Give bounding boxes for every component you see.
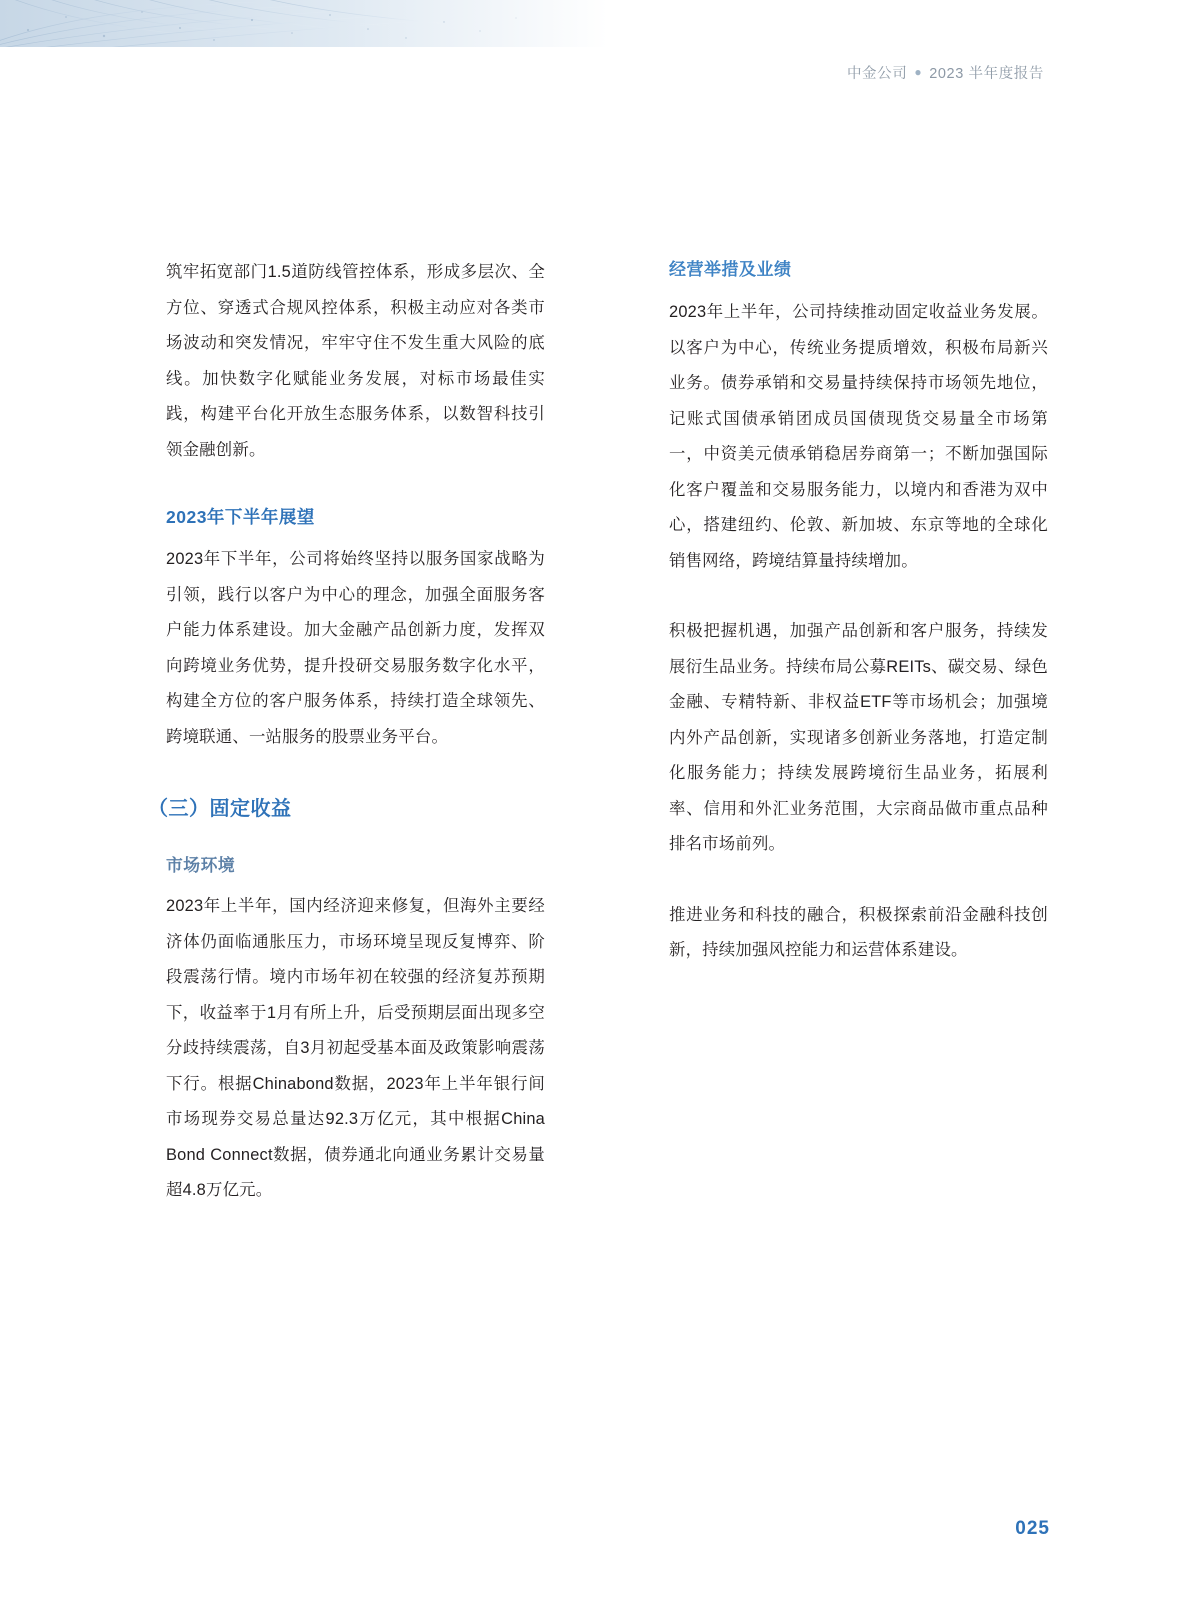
header-separator: ●: [914, 65, 923, 79]
heading-section-fixed-income: （三）固定收益: [148, 798, 292, 820]
paragraph-operations-3: 推进业务和科技的融合，积极探索前沿金融科技创新，持续加强风控能力和运营体系建设。: [669, 905, 1048, 959]
decorative-top-banner: [0, 0, 608, 47]
paragraph-risk-control: 筑牢拓宽部门1.5道防线管控体系，形成多层次、全方位、穿透式合规风控体系，积极主动应对各类市场波动和突发情况，牢牢守住不发生重大风险的底线。加快数字化赋能业务发展，对标市场最佳实践，构建平台化开放生态服务体系，以数智科技引领金融创新。: [166, 263, 545, 459]
page-content: [148, 255, 1048, 1209]
banner-graphic: [0, 0, 608, 47]
paragraph-market-environment: 2023年上半年，国内经济迎来修复，但海外主要经济体仍面临通胀压力，市场环境呈现反复博弈、阶段震荡行情。境内市场年初在较强的经济复苏预期下，收益率于1月有所上升，后受预期层面出现多空分歧持续震荡，自3月初起受基本面及政策影响震荡下行。根据Chinabond数据，2023年上半年银行间市场现券交易总量达92.3万亿元，其中根据China Bond Connect数据，债券通北向通业务累计交易量超4.8万亿元。: [166, 897, 545, 1199]
heading-operations-performance: 经营举措及业绩: [669, 260, 792, 279]
paragraph-operations-2: 积极把握机遇，加强产品创新和客户服务，持续发展衍生品业务。持续布局公募REITs、碳交易、绿色金融、专精特新、非权益ETF等市场机会；加强境内外产品创新，实现诸多创新业务落地，打造定制化服务能力；持续发展跨境衍生品业务，拓展利率、信用和外汇业务范围，大宗商品做市重点品种排名市场前列。: [669, 622, 1048, 853]
paragraph-outlook: 2023年下半年，公司将始终坚持以服务国家战略为引领，践行以客户为中心的理念，加强全面服务客户能力体系建设。加大金融产品创新力度，发挥双向跨境业务优势，提升投研交易服务数字化水平，构建全方位的客户服务体系，持续打造全球领先、跨境联通、一站服务的股票业务平台。: [166, 550, 545, 746]
paragraph-operations-1: 2023年上半年，公司持续推动固定收益业务发展。以客户为中心，传统业务提质增效，积极布局新兴业务。债券承销和交易量持续保持市场领先地位，记账式国债承销团成员国债现货交易量全市场第一，中资美元债承销稳居券商第一；不断加强国际化客户覆盖和交易服务能力，以境内和香港为双中心，搭建纽约、伦敦、新加坡、东京等地的全球化销售网络，跨境结算量持续增加。: [669, 303, 1048, 570]
heading-2023-outlook: 2023年下半年展望: [166, 507, 315, 527]
page-number: 025: [1015, 1518, 1050, 1539]
running-header: [847, 62, 1044, 83]
heading-market-environment: 市场环境: [166, 856, 236, 875]
right-column: [669, 255, 1048, 1209]
header-report-title: 2023 半年度报告: [929, 66, 1044, 82]
left-column: [148, 255, 545, 1209]
header-company: 中金公司: [846, 66, 908, 82]
